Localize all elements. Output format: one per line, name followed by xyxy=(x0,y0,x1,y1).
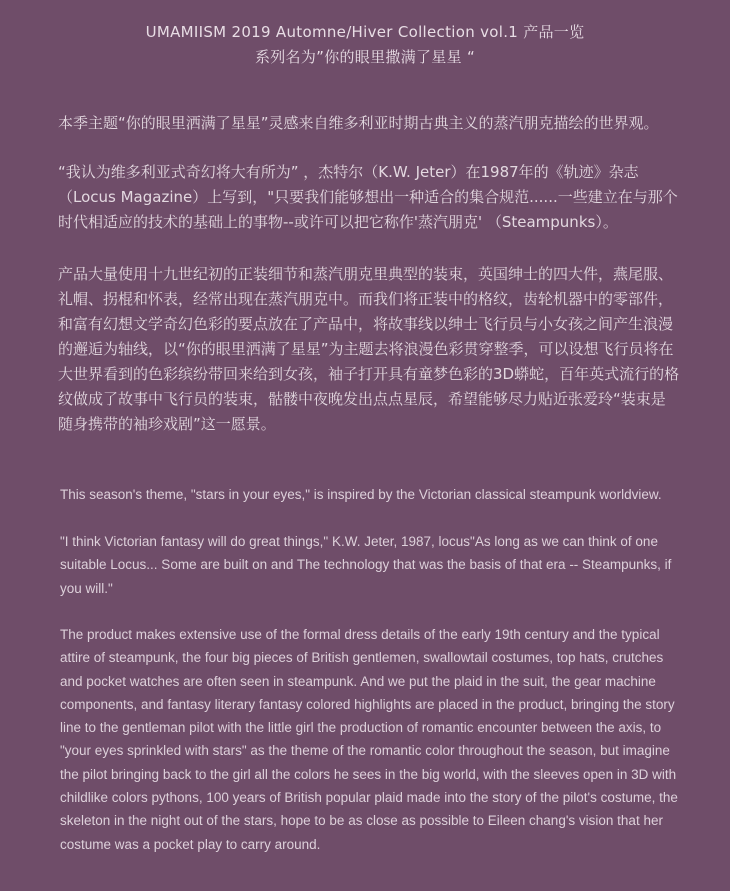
collection-title: UMAMIISM 2019 Automne/Hiver Collection vol.1 产品一览 xyxy=(145,23,585,41)
chinese-quote-paragraph: “我认为维多利亚式奇幻将大有所为” ，杰特尔（K.W. Jeter）在1987年的《轨迹》杂志（Locus Magazine）上写到，"只要我们能够想出一种适合的集合规范......一些建立在与那个时代相适应的技术的基础上的事物--或许可以把它称作'蒸汽朋克' （Steampunks）。 xyxy=(58,163,678,231)
page-header xyxy=(0,0,730,69)
chinese-theme-paragraph: 本季主题“你的眼里洒满了星星”灵感来自维多利亚时期古典主义的蒸汽朋克描绘的世界观。 xyxy=(58,114,659,132)
english-theme-paragraph: This season's theme, "stars in your eyes," is inspired by the Victorian classical steampunk worldview. xyxy=(60,487,662,502)
english-quote-paragraph: "I think Victorian fantasy will do great things," K.W. Jeter, 1987, locus"As long as we can think of one suitable Locus... Some are built on and The technology that was the basis of that era -- Steampunks, if you will." xyxy=(60,534,672,596)
english-product-paragraph: The product makes extensive use of the formal dress details of the early 19th century and the typical attire of steampunk, the four big pieces of British gentlemen, swallowtail costumes, top hats, crutches and pocket watches are often seen in steampunk. And we put the plaid in the suit, the gear machine components, and fantasy literary fantasy colored highlights are placed in the product, bringing the story line to the gentleman pilot with the little girl the production of romantic encounter between the axis, to "your eyes sprinkled with stars" as the theme of the romantic color throughout the season, but imagine the pilot bringing back to the girl all the colors he sees in the big world, with the sleeves open in 3D with childlike colors pythons, 100 years of British popular plaid made into the story of the pilot's costume, the skeleton in the night out of the stars, hope to be as close as possible to Eileen chang's vision that her costume was a pocket play to carry around. xyxy=(60,627,678,852)
series-subtitle: 系列名为”你的眼里撒满了星星 “ xyxy=(254,48,476,66)
chinese-product-paragraph: 产品大量使用十九世纪初的正装细节和蒸汽朋克里典型的装束，英国绅士的四大件，燕尾服、礼帽、拐棍和怀表，经常出现在蒸汽朋克中。而我们将正装中的格纹，齿轮机器中的零部件，和富有幻想文学奇幻色彩的要点放在了产品中，将故事线以绅士飞行员与小女孩之间产生浪漫的邂逅为轴线，以“你的眼里洒满了星星”为主题去将浪漫色彩贯穿整季，可以设想飞行员将在大世界看到的色彩缤纷带回来给到女孩，袖子打开具有童梦色彩的3D蟒蛇，百年英式流行的格纹做成了故事中飞行员的装束，骷髅中夜晚发出点点星辰，希望能够尽力贴近张爱玲“装束是随身携带的袖珍戏剧”这一愿景。 xyxy=(58,265,680,433)
